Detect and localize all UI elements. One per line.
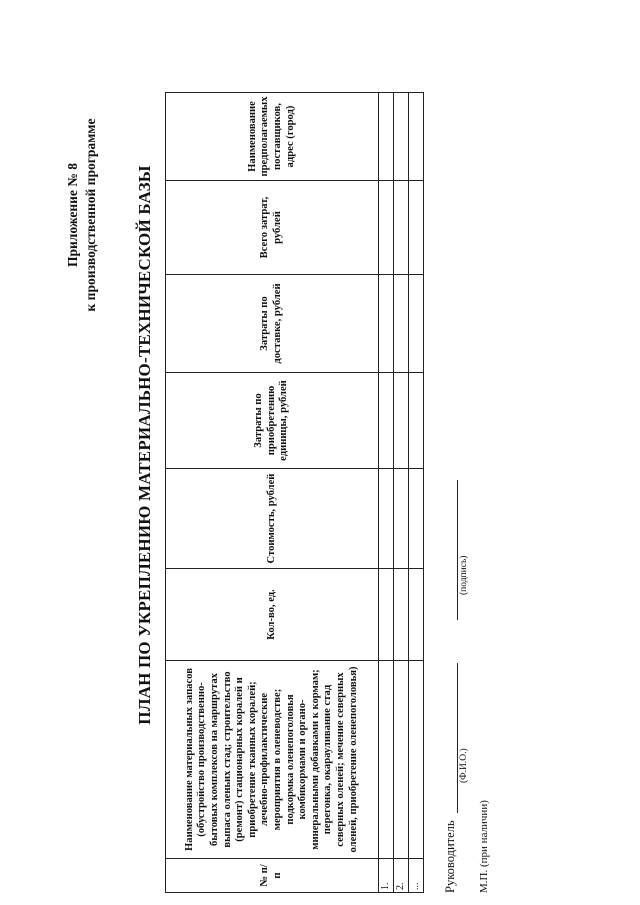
page-title: ПЛАН ПО УКРЕПЛЕНИЮ МАТЕРИАЛЬНО-ТЕХНИЧЕСКОЙ БАЗЫ bbox=[135, 165, 154, 725]
header-cell-cost: Стоимость, рублей bbox=[166, 469, 379, 569]
head-label: Руководитель bbox=[443, 820, 457, 893]
table-cell bbox=[394, 661, 409, 859]
table-cell bbox=[394, 373, 409, 469]
table-cell bbox=[379, 181, 394, 275]
signature-line bbox=[445, 480, 458, 620]
header-cell-unit-cost: Затраты по приобретению единицы, рублей bbox=[166, 373, 379, 469]
annex-header bbox=[64, 55, 100, 375]
table-cell: 2. bbox=[394, 859, 409, 893]
header-cell-suppliers: Наименование предполагаемых поставщиков, адрес (город) bbox=[166, 93, 379, 181]
annex-title: Приложение № 8 bbox=[65, 163, 80, 267]
annex-subtitle: к производственной программе bbox=[83, 118, 98, 312]
table-cell bbox=[409, 469, 424, 569]
fio-caption: (Ф.И.О.) bbox=[459, 748, 469, 783]
table-cell bbox=[379, 93, 394, 181]
table-cell bbox=[394, 469, 409, 569]
table-row bbox=[379, 93, 394, 893]
signature-row bbox=[443, 480, 458, 893]
signature-caption: (подпись) bbox=[459, 555, 469, 595]
table-cell bbox=[379, 569, 394, 661]
table-cell bbox=[409, 275, 424, 373]
header-cell-number: № п/п bbox=[166, 859, 379, 893]
table-row bbox=[394, 93, 409, 893]
table-cell bbox=[394, 93, 409, 181]
table-cell bbox=[379, 275, 394, 373]
table-cell bbox=[409, 569, 424, 661]
table-cell bbox=[409, 181, 424, 275]
header-cell-name: Наименование материальных запасов (обустройство производственно-бытовых комплексов на маршрутах выпаса оленьих стад; строительство (ремонт) стационарных коралей и приобретение тканных коралей; лечебно-профилактические мероприятия в оленеводстве; подкормка оленепоголовья комбикормами и органо-минеральными добавками к кормам; перегонка, окарауливание стад северных оленей; мечение северных оленей, приобретение оленепоголовья) bbox=[166, 661, 379, 859]
table-cell: ... bbox=[409, 859, 424, 893]
table-cell: 1. bbox=[379, 859, 394, 893]
fio-line bbox=[445, 663, 458, 813]
header-cell-delivery-cost: Затраты по доставке, рублей bbox=[166, 275, 379, 373]
header-cell-total-cost: Всего затрат, рублей bbox=[166, 181, 379, 275]
table-cell bbox=[394, 275, 409, 373]
table-cell bbox=[409, 93, 424, 181]
table-cell bbox=[394, 569, 409, 661]
stamp-label: М.П. (при наличии) bbox=[478, 800, 490, 893]
table-cell bbox=[394, 181, 409, 275]
table-cell bbox=[379, 469, 394, 569]
table-header-row bbox=[166, 93, 379, 893]
plan-table bbox=[165, 92, 424, 893]
table-cell bbox=[379, 373, 394, 469]
table-cell bbox=[409, 373, 424, 469]
table-row bbox=[409, 93, 424, 893]
table-cell bbox=[379, 661, 394, 859]
table-cell bbox=[409, 661, 424, 859]
header-cell-quantity: Кол-во, ед. bbox=[166, 569, 379, 661]
